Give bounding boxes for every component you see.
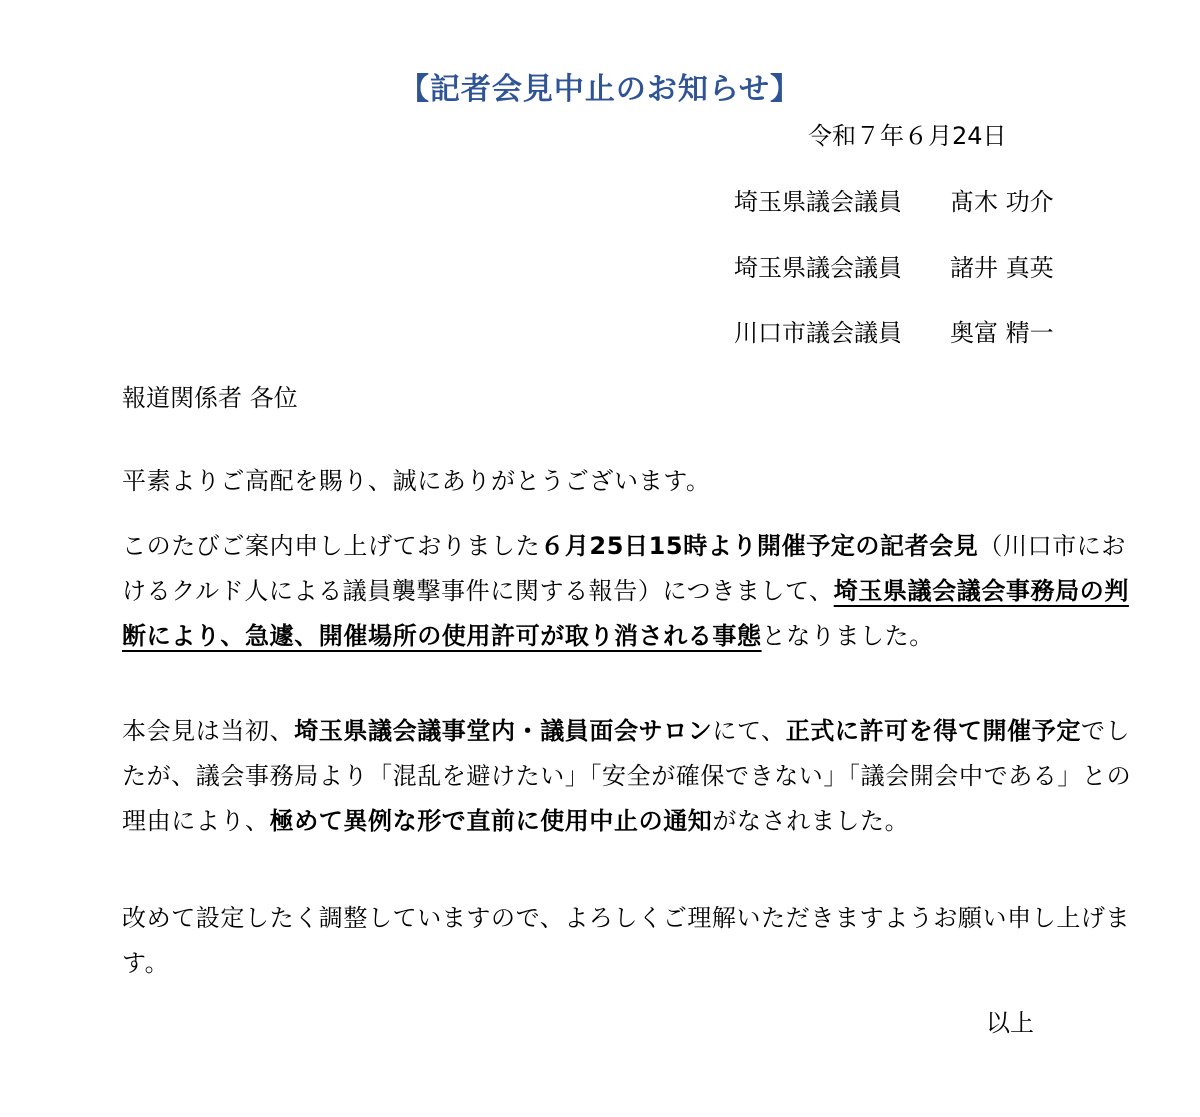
paragraph-text: 本会見は当初、 [122,717,295,745]
sender-1 [734,184,1054,220]
paragraph-emphasis: 正式に許可を得て開催予定 [785,717,1081,745]
announcement-paragraph [122,524,1132,659]
closing-paragraph: 改めて設定したく調整していますので、よろしくご理解いただきますようお願い申し上げます。 [122,904,1131,977]
paragraph-text: このたびご案内申し上げておりました [122,532,541,560]
details-paragraph [122,709,1132,844]
recipient-line: 報道関係者 各位 [122,384,298,412]
greeting-paragraph: 平素よりご高配を賜り、誠にありがとうございます。 [122,467,711,495]
document-date: 令和７年６月24日 [808,122,1007,150]
paragraph-emphasis: 埼玉県議会議事堂内・議員面会サロン [294,717,713,745]
sender-name: 諸井 真英 [950,254,1054,282]
sender-role: 埼玉県議会議員 [734,254,902,282]
document-title: 【記者会見中止のお知らせ】 [398,72,802,107]
closing-mark: 以上 [986,1009,1034,1037]
sender-2 [734,250,1054,286]
paragraph-emphasis: ６月25日15時より開催予定の記者会見 [540,532,979,560]
sender-role: 川口市議会議員 [734,319,902,347]
paragraph-text: （川口市におけるクルド人による議員襲撃事件に関する報告）につきまして、 [122,532,1127,605]
paragraph-text: となりました。 [761,622,934,650]
paragraph-text: でしたが、議会事務局より「混乱を避けたい」「安全が確保できない」「議会開会中である」との理由により、 [122,717,1132,835]
paragraph-text: にて、 [712,717,786,745]
paragraph-emphasis: 極めて異例な形で直前に使用中止の通知 [269,807,713,835]
paragraph-underlined-emphasis: 埼玉県議会議会事務局の判断により、急遽、開催場所の使用許可が取り消される事態 [122,577,1129,650]
sender-3 [734,315,1054,351]
paragraph-text: がなされました。 [712,807,910,835]
sender-name: 奥富 精一 [950,319,1054,347]
sender-name: 髙木 功介 [950,188,1054,216]
sender-role: 埼玉県議会議員 [734,188,902,216]
